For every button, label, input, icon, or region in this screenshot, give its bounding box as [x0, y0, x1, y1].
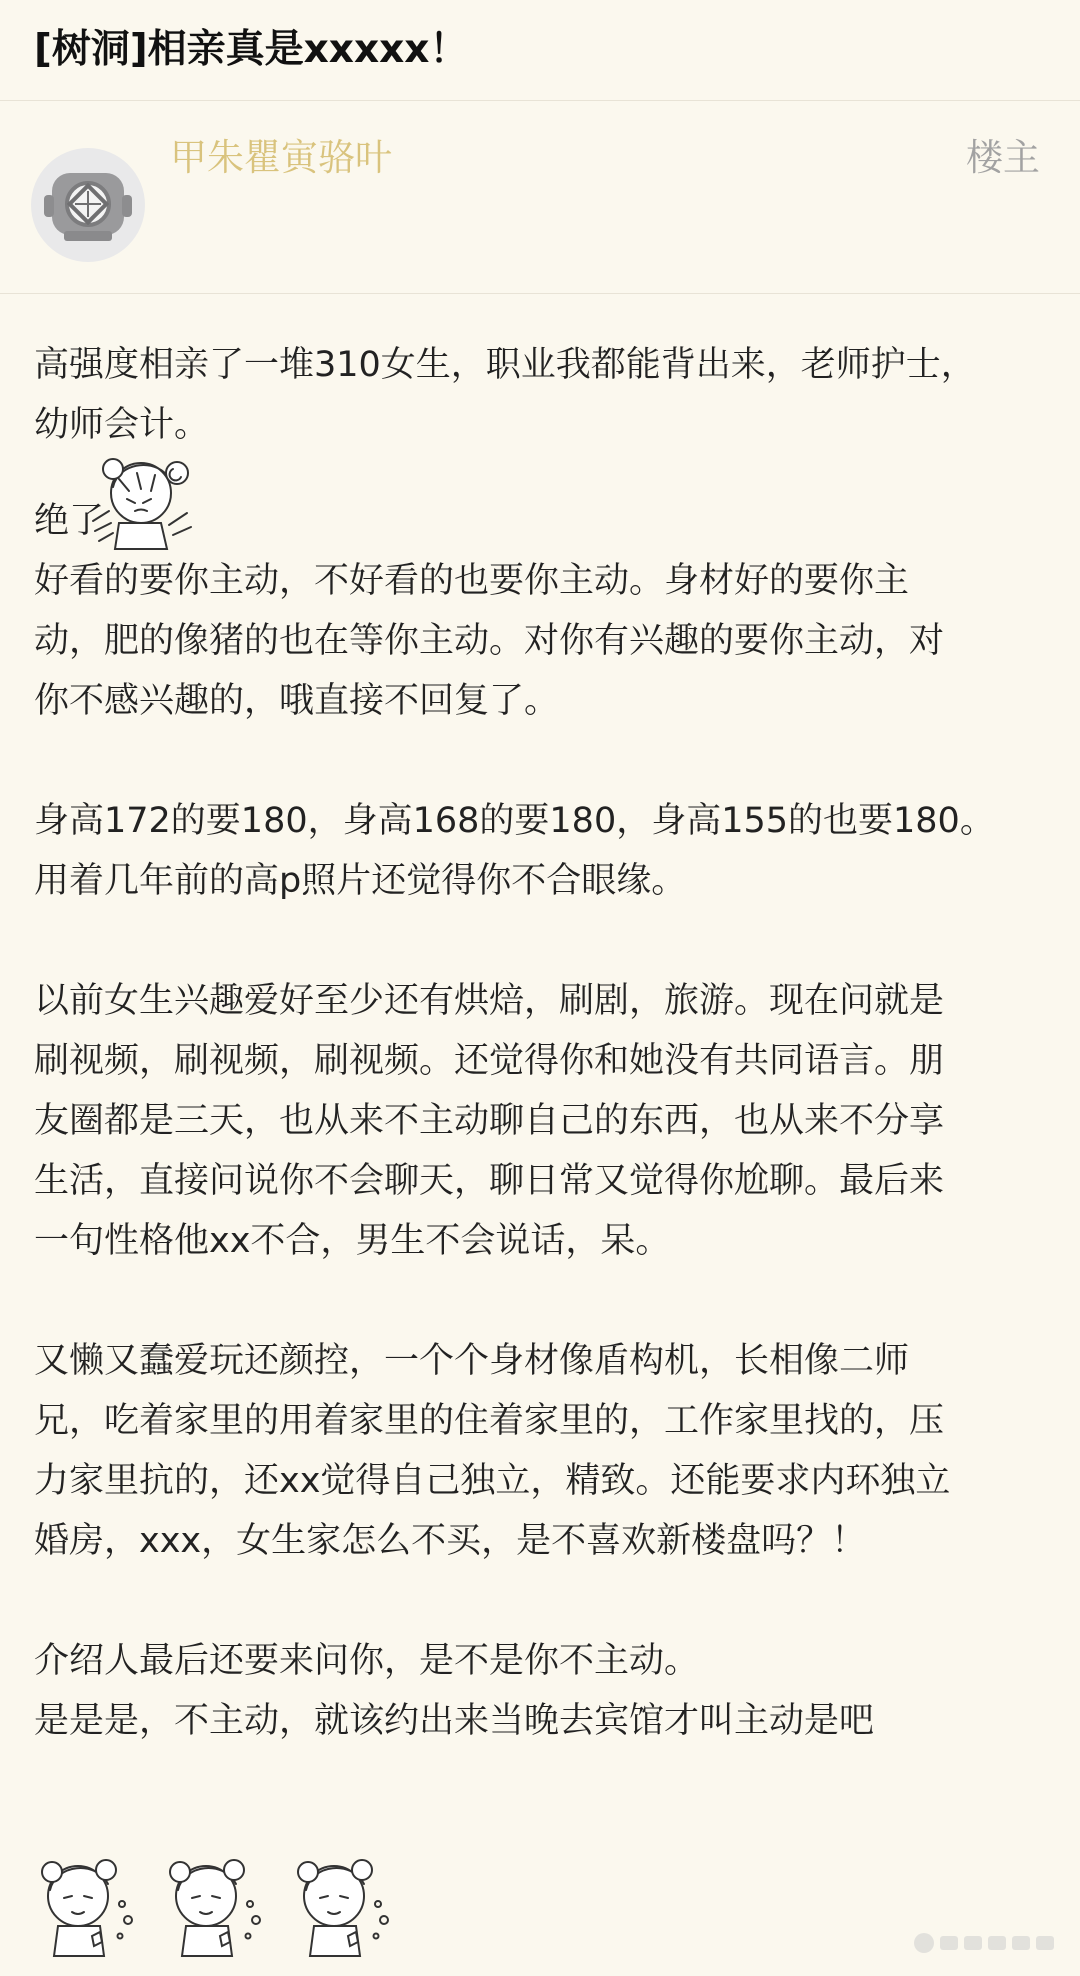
cartoon-girl-sticker-icon — [89, 451, 199, 553]
body-line: 你不感兴趣的，哦直接不回复了。 — [34, 681, 560, 721]
body-line: 刷视频，刷视频，刷视频。还觉得你和她没有共同语言。朋 — [34, 1041, 945, 1081]
diving-helmet-avatar-icon[interactable] — [30, 147, 146, 263]
paragraph-gap — [34, 1571, 1044, 1631]
body-line: 又懒又蠢爱玩还颜控，一个个身材像盾构机，长相像二师 — [34, 1341, 910, 1381]
body-line: 好看的要你主动，不好看的也要你主动。身材好的要你主 — [34, 561, 910, 601]
body-line: 绝了 — [34, 501, 105, 541]
body-line: 是是是，不主动，就该约出来当晚去宾馆才叫主动是吧 — [34, 1701, 875, 1741]
author-row[interactable] — [0, 101, 1080, 294]
sticker-row — [30, 1850, 430, 1960]
sticker-line — [34, 455, 1044, 551]
body-line: 介绍人最后还要来问你，是不是你不主动。 — [34, 1641, 700, 1681]
title-bar — [0, 0, 1080, 101]
body-line: 友圈都是三天，也从来不主动聊自己的东西，也从来不分享 — [34, 1101, 945, 1141]
body-line: 幼师会计。 — [34, 405, 210, 445]
body-line: 用着几年前的高p照片还觉得你不合眼缘。 — [34, 861, 687, 901]
body-line: 一句性格他xx不合，男生不会说话，呆。 — [34, 1221, 671, 1261]
paragraph-gap — [34, 731, 1044, 791]
watermark-icon — [912, 1930, 1062, 1956]
body-line: 动，肥的像猪的也在等你主动。对你有兴趣的要你主动，对 — [34, 621, 945, 661]
body-line: 力家里抗的，还xx觉得自己独立，精致。还能要求内环独立 — [34, 1461, 951, 1501]
author-name[interactable]: 甲朱瞿寅骆叶 — [170, 136, 392, 179]
original-poster-badge: 楼主 — [966, 136, 1040, 179]
body-line: 身高172的要180，身高168的要180，身高155的也要180。 — [34, 801, 995, 841]
cartoon-girl-sticker-icon — [158, 1850, 268, 1960]
paragraph-gap — [34, 1271, 1044, 1331]
body-line: 生活，直接问说你不会聊天，聊日常又觉得你尬聊。最后来 — [34, 1161, 945, 1201]
post-title: [树洞]相亲真是xxxxx！ — [34, 27, 469, 72]
body-line: 以前女生兴趣爱好至少还有烘焙，刷剧，旅游。现在问就是 — [34, 981, 945, 1021]
body-line: 婚房，xxx，女生家怎么不买，是不喜欢新楼盘吗？！ — [34, 1521, 867, 1561]
paragraph-gap — [34, 911, 1044, 971]
body-line: 兄，吃着家里的用着家里的住着家里的，工作家里找的，压 — [34, 1401, 945, 1441]
cartoon-girl-sticker-icon — [286, 1850, 396, 1960]
cartoon-girl-sticker-icon — [30, 1850, 140, 1960]
post-body — [34, 335, 1044, 1751]
body-line: 高强度相亲了一堆310女生，职业我都能背出来，老师护士， — [34, 345, 976, 385]
